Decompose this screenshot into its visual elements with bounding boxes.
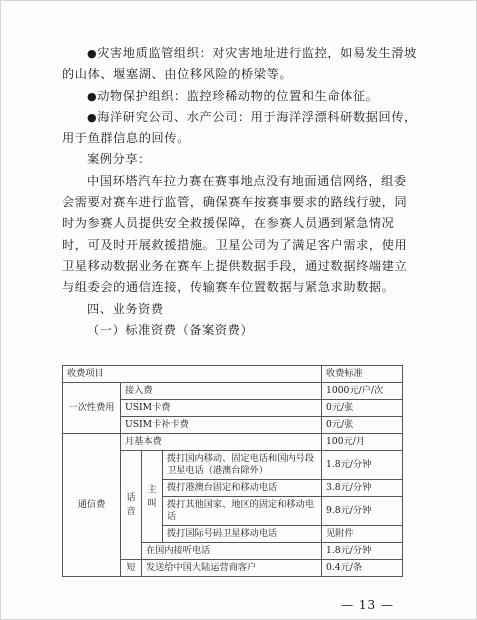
fee-name: 接入费 [121, 383, 322, 400]
bullet-paragraph [62, 43, 417, 86]
comm-fee-label: 通信费 [63, 434, 121, 577]
paragraph-text: 动物保护组织：监控珍稀动物的位置和生命体征。 [97, 88, 379, 103]
caller-label [142, 451, 163, 543]
fee-price: 3.8元/分钟 [322, 480, 403, 497]
fee-name: USIM卡费 [121, 400, 322, 417]
fee-price: 1.8元/分钟 [322, 543, 403, 560]
case-paragraph: 中国环塔汽车拉力赛在赛事地点没有地面通信网络，组委会需要对赛车进行监管，确保赛车按赛事要求的路线行驶，同时为参赛人员提供安全救援保障，在参赛人员遇到紧急情况时，可及时开展救援措施。卫星公司为了满足客户需求，使用卫星移动数据业务在赛车上提供数据手段，通过数据终端建立与组委会的通信连接，传输赛车位置数据与紧急求助数据。 [62, 173, 408, 295]
caller-label-text: 主叫 [147, 483, 157, 509]
fee-name: 在国内接听电话 [142, 543, 322, 560]
header-item: 收费项目 [63, 366, 322, 383]
bullet-icon: ● [87, 89, 98, 103]
bullet-icon: ● [87, 110, 98, 124]
fee-name: 发送给中国大陆运营商客户 [142, 560, 322, 577]
fee-name: 拨打其他国家、地区的固定和移动电话 [163, 497, 322, 526]
bullet-paragraph [62, 86, 417, 107]
fee-price: 1.8元/分钟 [322, 451, 403, 480]
fee-name: 拨打国内移动、固定电话和国内号段卫星电话（港澳台除外） [163, 451, 322, 480]
header-standard: 收费标准 [322, 366, 403, 383]
voice-label [121, 451, 142, 560]
bullet-icon: ● [87, 47, 98, 60]
paragraph-text: 灾害地质监管组织：对灾害地址进行监控，如易发生滑坡的山体、堰塞湖、由位移风险的桥梁等。 [62, 46, 417, 82]
bullet-paragraph [62, 107, 417, 150]
table-row [63, 383, 403, 400]
fee-price: 0元/张 [322, 417, 403, 434]
fee-price: 1000元/户/次 [322, 383, 403, 400]
case-heading: 案例分享： [87, 152, 151, 167]
fee-name: 月基本费 [121, 434, 322, 451]
one-time-fee-label: 一次性费用 [63, 383, 121, 434]
fee-name: 拨打港澳台固定和移动电话 [163, 480, 322, 497]
section-heading: 四、业务资费 [87, 301, 164, 316]
fee-name: 拨打国际号码卫星移动电话 [163, 526, 322, 543]
fee-table [62, 365, 403, 577]
page-number: — 13 — [341, 598, 394, 612]
subsection-heading: （一）标准资费（备案资费） [87, 322, 254, 337]
fee-price: 0元/张 [322, 400, 403, 417]
fee-price: 0.4元/条 [322, 560, 403, 577]
fee-name: USIM卡补卡费 [121, 417, 322, 434]
voice-label-text: 话音 [126, 492, 136, 517]
fee-price: 见附件 [322, 526, 403, 543]
paragraph-text: 海洋研究公司、水产公司：用于海洋浮漂科研数据回传，用于鱼群信息的回传。 [62, 109, 417, 146]
table-row [63, 434, 403, 451]
fee-price: 9.8元/分钟 [322, 497, 403, 526]
body-text [62, 43, 417, 341]
fee-price: 100元/月 [322, 434, 403, 451]
sms-label: 短 [121, 560, 142, 577]
table-header-row [63, 366, 403, 383]
